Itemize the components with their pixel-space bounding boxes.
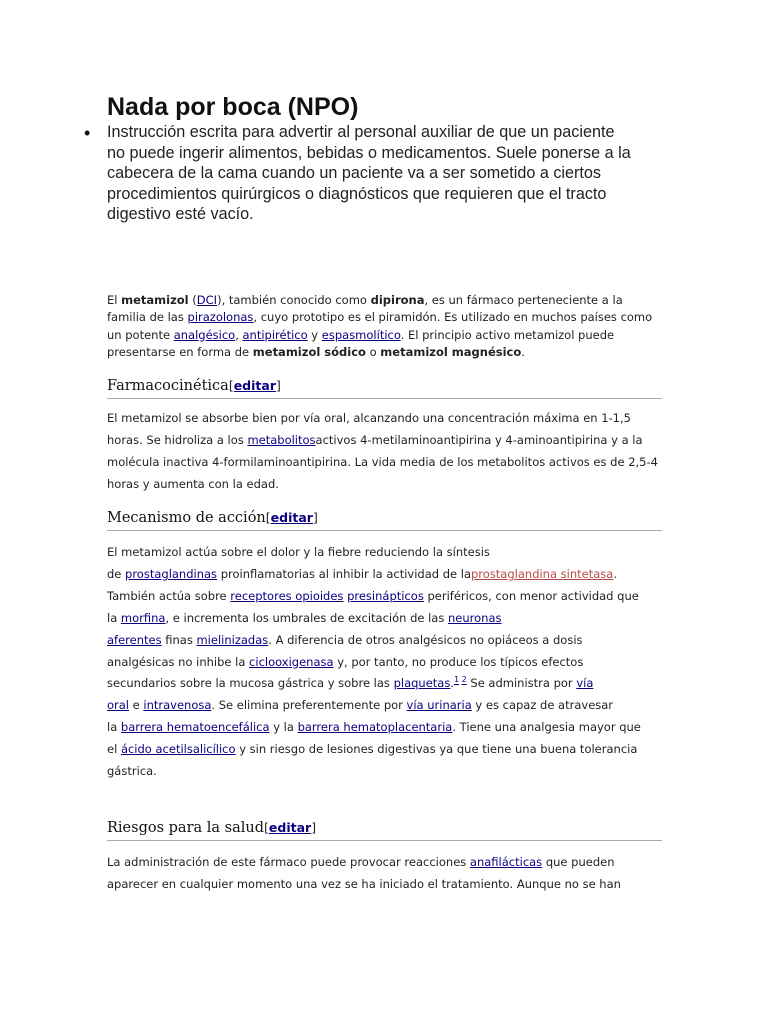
text-run: El [107,293,122,307]
edit-link[interactable]: editar [270,510,313,525]
bold-term: metamizol sódico [252,344,366,359]
link-morfina[interactable]: morfina [120,610,166,625]
edit-link[interactable]: editar [268,820,312,835]
text-run: que pueden [542,855,615,869]
text-run: la [107,720,121,735]
section-heading-mecanismo [107,508,662,531]
text-run: horas. Se hidroliza a los [107,432,248,447]
text-run: presentarse en forma de [107,344,253,359]
bracket: [ [264,820,269,835]
text-run: de [107,566,126,581]
link-via[interactable]: vía [576,676,594,691]
section-title: Mecanismo de acción [107,510,266,526]
link-pirazolonas[interactable]: pirazolonas [187,310,254,325]
link-via-urinaria[interactable]: vía urinaria [406,698,472,713]
text-run: secundarios sobre la mucosa gástrica y sobre las [107,676,394,691]
para-line [107,852,667,874]
para-line: molécula inactiva 4-formilaminoantipirina. La vida media de los metabolitos activos es de 2,5-4 [107,454,658,469]
text-run: , cuyo prototipo es el piramidón. Es utilizado en muchos países como [253,310,653,325]
text-run: . A diferencia de otros analgésicos no opiáceos a dosis [268,632,583,647]
link-barrera-hematoplacentaria[interactable]: barrera hematoplacentaria [297,720,453,735]
para-line [107,717,667,739]
text-run: y la [269,720,298,735]
farmacocinetica-paragraph [107,408,667,496]
link-metabolitos[interactable]: metabolitos [247,432,316,447]
text-run: activos 4-metilaminoantipirina y 4-aminoantipirina y a la [315,432,643,447]
para-line: horas y aumenta con la edad. [107,476,279,491]
intro-paragraph [107,292,662,361]
link-acido-acetilsalicilico[interactable]: ácido acetilsalicílico [120,742,236,757]
link-antipiretico[interactable]: antipirético [242,327,308,342]
section-title: Farmacocinética [107,378,229,394]
text-run: . [613,566,617,581]
link-oral[interactable]: oral [107,698,130,713]
text-run: proinflamatorias al inhibir la actividad de la [217,566,471,581]
bracket: [ [228,378,234,393]
edit-wrapper [264,820,316,835]
bold-term: dipirona [370,293,425,307]
link-dci[interactable]: DCI [196,293,218,307]
text-run: . Tiene una analgesia mayor que [452,720,641,735]
para-line [107,630,667,652]
bullet-marker: • [84,123,91,143]
para-line: gástrica. [107,764,157,779]
riesgos-paragraph [107,852,667,896]
para-line [107,608,667,630]
para-line [107,586,667,608]
link-presinapticos[interactable]: presinápticos [347,588,424,603]
intro-line [107,327,662,344]
link-intravenosa[interactable]: intravenosa [143,698,212,713]
link-prostaglandina-sintetasa[interactable]: prostaglandina sintetasa [471,566,614,581]
link-espasmolitico[interactable]: espasmolítico [321,327,401,342]
text-run: y, por tanto, no produce los típicos efectos [333,654,584,669]
text-run: un potente [107,327,174,342]
link-receptores-opioides[interactable]: receptores opioides [230,588,344,603]
para-line [107,673,667,695]
section-heading-riesgos [107,818,662,841]
para-line: El metamizol actúa sobre el dolor y la fiebre reduciendo la síntesis [107,545,490,559]
intro-line [107,344,662,361]
para-line: El metamizol se absorbe bien por vía oral, alcanzando una concentración máxima en 1-1,5 [107,411,631,425]
text-run: Se administra por [466,676,577,691]
bracket: [ [265,510,271,525]
text-run: familia de las [107,310,188,325]
text-run: . Se elimina preferentemente por [211,698,407,713]
text-run: y [307,327,322,342]
para-line [107,652,667,674]
page-title: Nada por boca (NPO) [107,93,359,121]
link-analgesico[interactable]: analgésico [173,327,236,342]
bracket: ] [276,378,281,393]
para-line [107,564,667,586]
para-line [107,695,667,717]
text-run: . [521,344,525,359]
para-line [107,739,667,761]
bracket: ] [312,510,318,525]
text-run: , [235,327,243,342]
link-neuronas[interactable]: neuronas [448,610,502,625]
bracket: ] [311,820,317,835]
text-run: , es un fármaco perteneciente a la [424,293,623,307]
bold-term: metamizol [121,293,189,307]
para-line: aparecer en cualquier momento una vez se ha iniciado el tratamiento. Aunque no se han [107,876,621,891]
footnote-1[interactable]: 1 [454,675,460,685]
link-mielinizadas[interactable]: mielinizadas [196,632,269,647]
text-run: e [129,698,144,713]
text-run: el [107,742,121,757]
link-plaquetas[interactable]: plaquetas [393,676,451,691]
text-run: o [365,344,381,359]
text-run: periféricos, con menor actividad que [423,588,639,603]
text-run: , e incrementa los umbrales de excitación de las [165,610,448,625]
text-run: . [450,676,454,691]
edit-wrapper [229,378,281,393]
link-aferentes[interactable]: aferentes [107,632,162,647]
intro-line [107,309,662,326]
link-anafilacticas[interactable]: anafilácticas [469,855,543,869]
npo-definition: Instrucción escrita para advertir al personal auxiliar de que un paciente no puede ingerir alimentos, bebidas o medicamentos. Suele ponerse a la cabecera de la cama cuando un paciente va a ser sometido a ciertos procedimientos quirúrgicos o diagnósticos que requieren que el tracto digestivo esté vacío. [107,123,631,223]
text-run: y sin riesgo de lesiones digestivas ya que tiene una buena tolerancia [235,742,638,757]
link-prostaglandinas[interactable]: prostaglandinas [125,566,218,581]
edit-wrapper [266,510,318,525]
text-run: ( [188,293,197,307]
edit-link[interactable]: editar [233,378,276,393]
intro-article [107,292,662,361]
section-heading-farmacocinetica [107,376,662,399]
intro-line [107,292,662,309]
text-run: También actúa sobre [107,588,231,603]
text-run: finas [161,632,197,647]
text-run: La administración de este fármaco puede provocar reacciones [107,855,470,869]
mecanismo-paragraph [107,542,667,783]
link-barrera-hematoencefalica[interactable]: barrera hematoencefálica [120,720,270,735]
link-ciclooxigenasa[interactable]: ciclooxigenasa [249,654,334,669]
text-run: analgésicas no inhibe la [107,654,250,669]
bold-term: metamizol magnésico [380,344,522,359]
text-run: ), también conocido como [217,293,371,307]
text-run: la [107,610,121,625]
text-run: y es capaz de atravesar [471,698,614,713]
footnote-2[interactable]: 2 [461,675,467,685]
text-run: . El principio activo metamizol puede [400,327,615,342]
section-title: Riesgos para la salud [107,820,264,836]
para-line [107,430,667,452]
